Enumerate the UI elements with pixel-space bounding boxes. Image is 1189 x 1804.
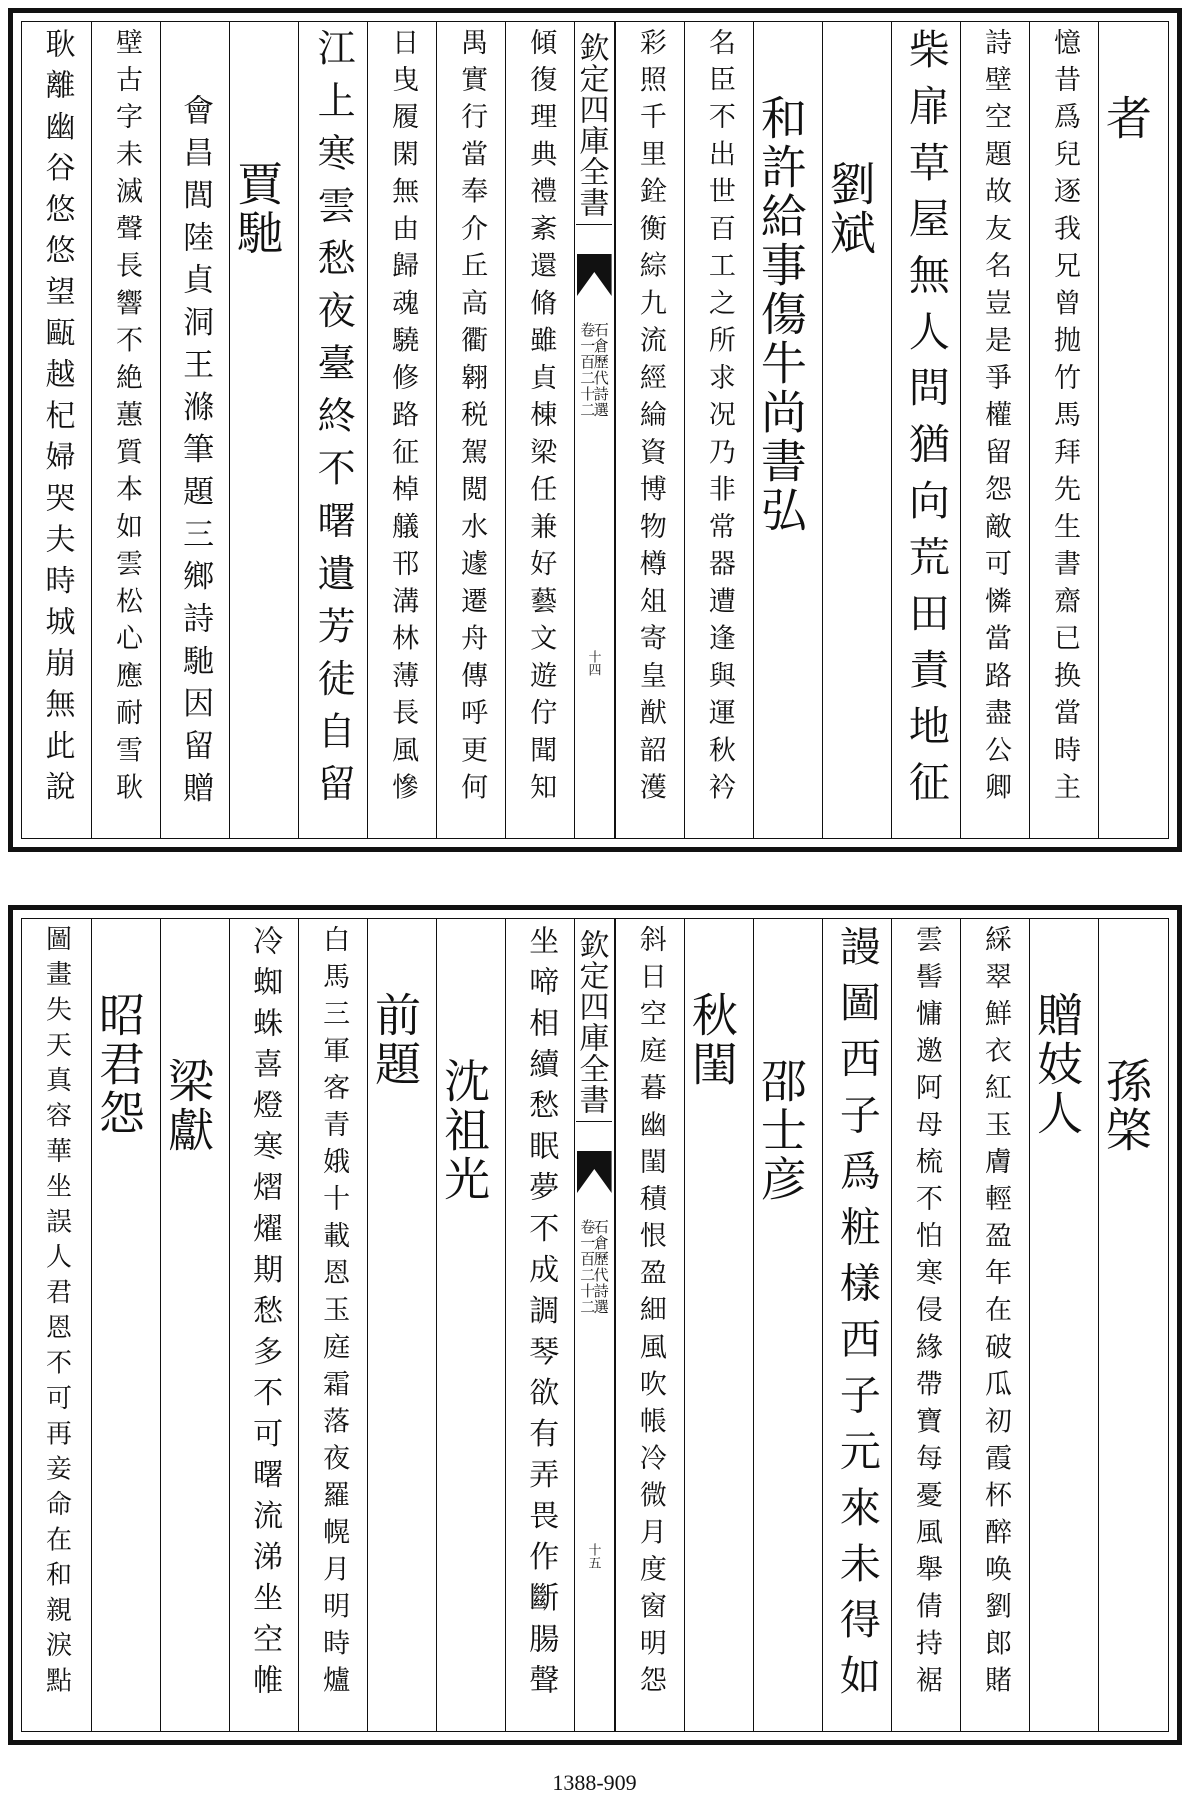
text-column: [615, 919, 684, 1731]
text-column: [367, 919, 436, 1731]
text-column: [753, 919, 822, 1731]
column-text: 彩照千里銓衡綜九流經綸資博物樽俎寄皇猷韶濩: [634, 28, 666, 810]
fishtail-icon: [577, 1151, 612, 1193]
top-page: [8, 8, 1182, 852]
column-text: 前題: [368, 991, 423, 1089]
column-text: 斜日空庭暮幽閨積恨盈細風吹帳冷微月度窗明怨: [634, 925, 666, 1703]
text-column: [615, 22, 684, 838]
column-text: 梁獻: [161, 1057, 216, 1155]
text-column: [298, 22, 367, 838]
column-text: 江上寒雲愁夜臺終不曙遺芳徒自留: [311, 28, 356, 816]
text-column: [160, 919, 229, 1731]
source-title: 石倉歷代詩選: [591, 1219, 610, 1315]
bottom-page-frame: [21, 918, 1169, 1732]
book-title: 欽定四庫全書: [576, 929, 612, 1122]
column-text: 會昌閭陸貞洞王滌筆題三鄉詩馳因留贈: [177, 94, 214, 814]
column-text: 冷蜘蛛喜燈寒熠燿期愁多不可曙流涕坐空帷: [247, 925, 283, 1705]
text-column: [960, 919, 1029, 1731]
text-column: [229, 919, 298, 1731]
column-text: 壁古字未滅聲長響不絶蕙質本如雲松心應耐雪耿: [111, 28, 143, 810]
column-text: 雲髻慵邀阿母梳不怕寒侵緣帶寶每憂風舉倩持裾: [910, 925, 942, 1703]
column-text: 憶昔爲兒逐我兄曾抛竹馬拜先生書齋已换當時主: [1048, 28, 1080, 810]
text-column: [22, 919, 91, 1731]
text-column: [22, 22, 91, 838]
text-column: [1098, 919, 1167, 1731]
column-text: 贈妓人: [1029, 991, 1084, 1138]
text-column: [436, 22, 505, 838]
text-column: [1029, 919, 1098, 1731]
column-text: 劉斌: [822, 160, 877, 258]
column-text: 者: [1098, 94, 1153, 143]
bottom-page: [8, 905, 1182, 1745]
text-column: [822, 919, 891, 1731]
column-text: 謾圖西子爲粧樣西子元來未得如: [832, 925, 881, 1710]
column-text: 傾復理典禮紊還脩雖貞棟梁任兼好藝文遊佇聞知: [525, 28, 557, 810]
column-text: 邵士彦: [753, 1057, 808, 1204]
column-text: 名臣不出世百工之所求况乃非常器遭逢與運秋衿: [703, 28, 735, 810]
column-text: 白馬三軍客青娥十載恩玉庭霜落夜羅幌月明時爐: [318, 925, 350, 1703]
text-column: [229, 22, 298, 838]
text-column: [505, 22, 574, 838]
column-text: 日曳履閑無由歸魂驍修路征棹艤邗溝林薄長風慘: [387, 28, 419, 810]
text-column: [891, 22, 960, 838]
column-text: 沈祖光: [437, 1057, 492, 1204]
text-column: [891, 919, 960, 1731]
folio-number: 1388-909: [552, 1770, 637, 1795]
text-column: [505, 919, 574, 1731]
column-text: 圖畫失天真容華坐誤人君恩不可再妾命在和親淚點: [41, 925, 72, 1702]
fold-heart: [574, 22, 615, 838]
column-text: 昭君怨: [92, 991, 147, 1138]
column-text: 禺實行當奉介丘高衢翱税駕閲水遽遷舟傳呼更何: [456, 28, 488, 810]
column-text: 和許給事傷牛尚書弘: [753, 94, 808, 535]
text-column: [684, 22, 753, 838]
column-text: 耿離幽谷悠悠望甌越杞婦哭夫時城崩無此說: [39, 28, 75, 812]
source-title: 石倉歷代詩選: [591, 322, 610, 418]
column-text: 秋閨: [684, 991, 739, 1089]
text-column: [298, 919, 367, 1731]
text-column: [91, 22, 160, 838]
column-text: 賈馳: [230, 160, 285, 258]
text-column: [367, 22, 436, 838]
column-text: 孫棨: [1098, 1057, 1153, 1155]
text-column: [684, 919, 753, 1731]
column-text: 柴扉草屋無人問猶向荒田責地征: [901, 28, 950, 817]
fishtail-icon: [577, 254, 612, 296]
column-text: 詩壁空題故友名豈是爭權留怨敵可憐當路盡公卿: [979, 28, 1011, 810]
text-column: [822, 22, 891, 838]
text-column: [960, 22, 1029, 838]
volume-label: 卷一百二十二: [578, 322, 597, 418]
text-column: [1098, 22, 1167, 838]
page-number: 十四: [585, 649, 601, 676]
text-column: [753, 22, 822, 838]
column-text: 坐啼相續愁眠夢不成調琴欲有弄畏作斷腸聲: [523, 925, 559, 1705]
page-number: 十五: [585, 1543, 601, 1570]
column-text: 綵翠鮮衣紅玉膚輕盈年在破瓜初霞杯醉唤劉郎賭: [979, 925, 1011, 1703]
book-title: 欽定四庫全書: [576, 32, 612, 225]
text-column: [91, 919, 160, 1731]
volume-label: 卷一百二十二: [578, 1219, 597, 1315]
top-page-frame: [21, 21, 1169, 839]
text-column: [1029, 22, 1098, 838]
text-column: [160, 22, 229, 838]
text-column: [436, 919, 505, 1731]
fold-heart: [574, 919, 615, 1731]
